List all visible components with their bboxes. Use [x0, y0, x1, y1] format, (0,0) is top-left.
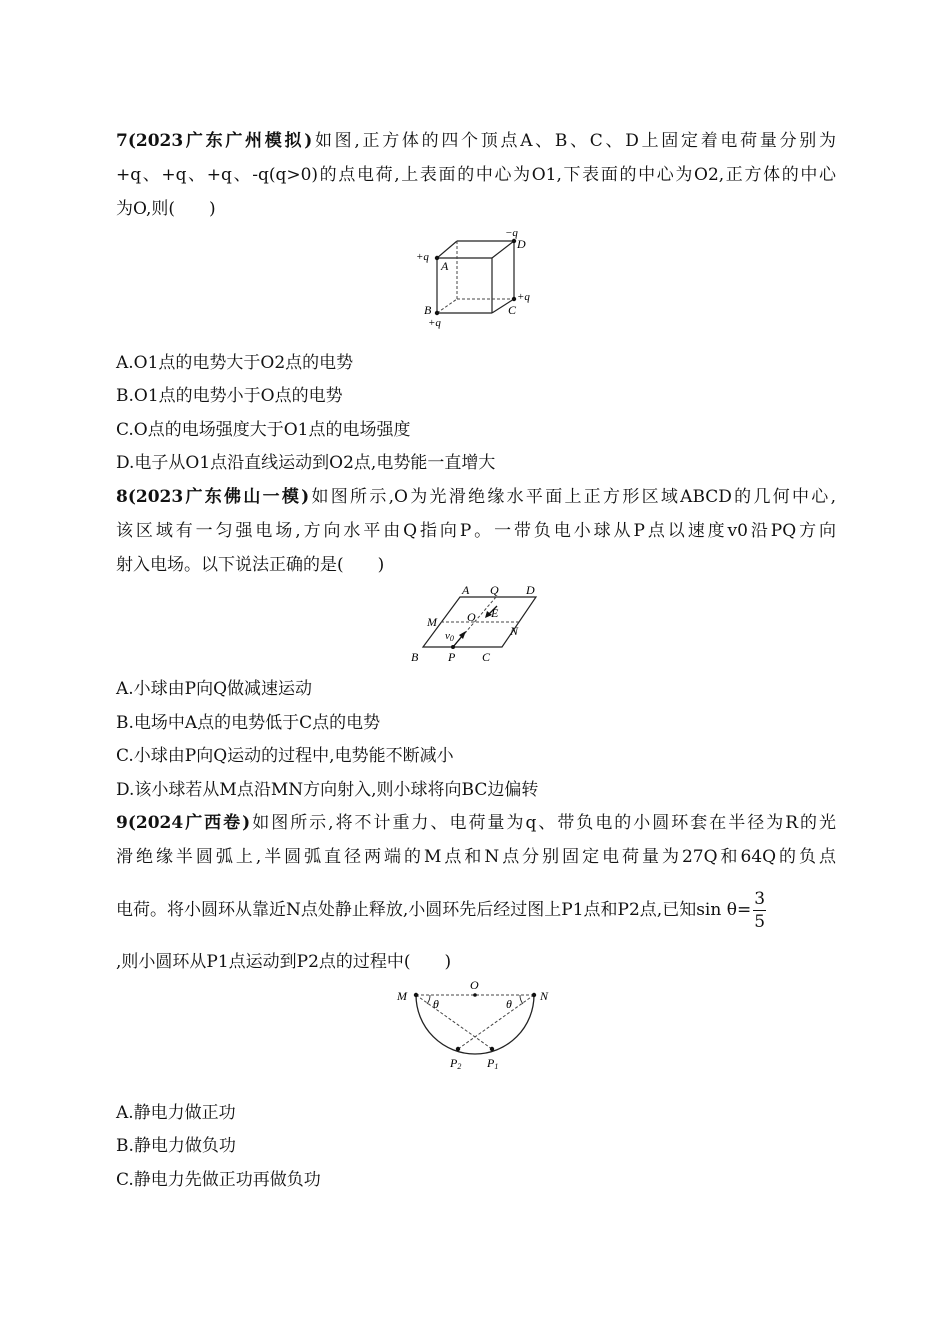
q9-number: 9: [116, 813, 128, 833]
q7-label-C: C: [508, 303, 517, 317]
q8-label-D: D: [526, 583, 535, 597]
q9-source: (2024广西卷): [127, 813, 251, 833]
q7-label-B: B: [424, 303, 432, 317]
q7-point-C: [512, 297, 516, 301]
q7-stem-line-1: [116, 129, 836, 153]
q7-label-qB: +q: [428, 317, 441, 329]
q7-number: 7: [116, 131, 128, 151]
q7-stem-line-3: 为O,则( ): [116, 199, 216, 219]
q9-point-P2: [456, 1047, 460, 1051]
q7-label-qC: +q: [517, 291, 530, 303]
q8-label-N: N: [510, 624, 519, 638]
q8-stem-line-3: 射入电场。以下说法正确的是( ): [116, 555, 385, 575]
q7-option-b: B.O1点的电势小于O点的电势: [116, 386, 343, 406]
q8-label-E: E: [491, 606, 499, 620]
q9-point-P1: [490, 1047, 494, 1051]
q7-label-A: A: [441, 259, 449, 273]
q9-stem-line-4: ,则小圆环从P1点运动到P2点的过程中( ): [116, 952, 452, 972]
q8-option-d: D.该小球若从M点沿MN方向射入,则小球将向BC边偏转: [116, 780, 539, 800]
q8-option-a: A.小球由P向Q做减速运动: [116, 679, 313, 699]
q8-number: 8: [116, 487, 128, 507]
q7-option-c: C.O点的电场强度大于O1点的电场强度: [116, 420, 411, 440]
q9-sin-numerator: 3: [754, 889, 766, 909]
q8-label-B: B: [411, 650, 419, 664]
q8-label-O: O: [467, 610, 476, 624]
q7-option-d: D.电子从O1点沿直线运动到O2点,电势能一直增大: [116, 453, 496, 473]
q9-option-c: C.静电力先做正功再做负功: [116, 1170, 321, 1190]
q7-label-qD: −q: [505, 228, 518, 239]
q9-sin-fraction: [753, 888, 766, 933]
q8-option-b: B.电场中A点的电势低于C点的电势: [116, 713, 381, 733]
q9-label-theta-right: θ: [506, 997, 512, 1011]
q7-cube-figure: [412, 228, 548, 330]
q9-sin-denominator: 5: [754, 912, 766, 932]
q8-source: (2023广东佛山一模): [127, 487, 310, 507]
q8-label-M: M: [427, 615, 437, 629]
q8-option-c: C.小球由P向Q运动的过程中,电势能不断减小: [116, 746, 454, 766]
q9-stem-line-2: 滑绝缘半圆弧上,半圆弧直径两端的M点和N点分别固定电荷量为27Q和64Q的负点: [116, 847, 836, 867]
q9-stem-text-3: 电荷。将小圆环从靠近N点处静止释放,小圆环先后经过图上P1点和P2点,已知sin θ=: [116, 900, 752, 920]
q9-label-theta-left: θ: [433, 997, 439, 1011]
q9-label-M: M: [397, 989, 407, 1003]
q9-point-N: [532, 993, 536, 997]
q8-stem-text-1: 如图所示,O为光滑绝缘水平面上正方形区域ABCD的几何中心,: [309, 487, 836, 507]
q8-label-v0: v0: [445, 630, 454, 643]
q9-point-O: [473, 993, 477, 997]
q7-option-a: A.O1点的电势大于O2点的电势: [116, 353, 354, 373]
q8-label-Q: Q: [490, 583, 499, 597]
q8-square-figure: [405, 582, 555, 666]
q7-point-A: [435, 256, 439, 260]
q7-source: (2023广东广州模拟): [127, 131, 313, 151]
q9-stem-text-1: 如图所示,将不计重力、电荷量为q、带负电的小圆环套在半径为R的光: [250, 813, 836, 833]
q9-label-N: N: [540, 989, 549, 1003]
q8-label-P: P: [448, 650, 456, 664]
q7-stem-line-2: +q、+q、+q、-q(q>0)的点电荷,上表面的中心为O1,下表面的中心为O2,正方体的中心: [116, 165, 836, 185]
q9-option-a: A.静电力做正功: [116, 1103, 236, 1123]
q7-label-qA: +q: [416, 251, 429, 263]
q9-stem-line-3: [116, 886, 836, 934]
q8-label-C: C: [482, 650, 491, 664]
q9-semicircle-figure: [392, 978, 562, 1074]
q7-point-B: [435, 311, 439, 315]
q9-point-M: [414, 993, 418, 997]
q7-label-D: D: [517, 237, 526, 251]
q9-label-P2: P2: [450, 1056, 462, 1071]
q8-stem-line-2: 该区域有一匀强电场,方向水平由Q指向P。一带负电小球从P点以速度v0沿PQ方向: [116, 521, 836, 541]
q9-stem-line-1: [116, 811, 836, 835]
q8-stem-line-1: [116, 485, 836, 509]
q7-point-D: [512, 239, 516, 243]
q8-label-A: A: [462, 583, 470, 597]
q7-stem-text-1: 如图,正方体的四个顶点A、B、C、D上固定着电荷量分别为: [312, 131, 836, 151]
q9-label-O: O: [470, 978, 479, 992]
q9-label-P1: P1: [487, 1056, 499, 1071]
q9-option-b: B.静电力做负功: [116, 1136, 236, 1156]
